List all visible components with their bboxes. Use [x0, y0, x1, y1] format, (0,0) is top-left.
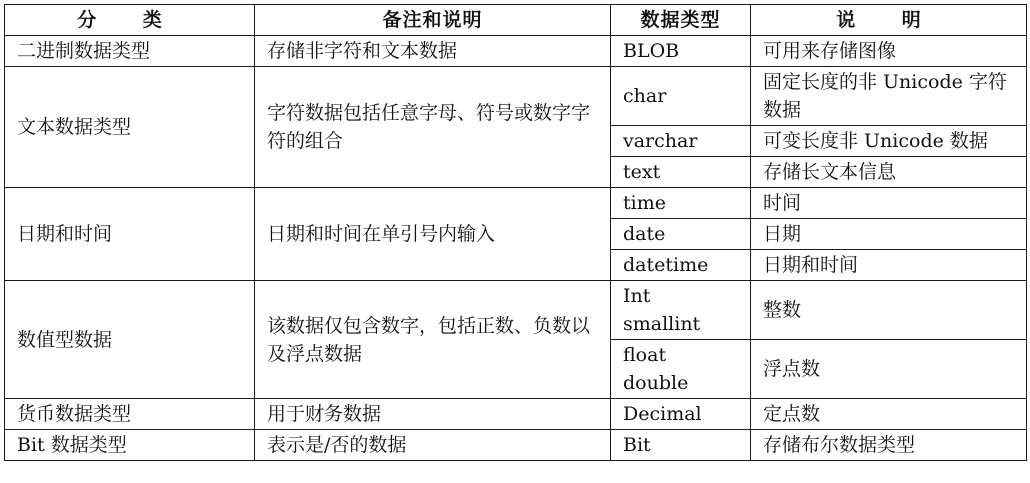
note-cell: 字符数据包括任意字母、符号或数字字符的组合 — [255, 67, 611, 188]
table-row — [5, 188, 1027, 219]
type-cell: time — [611, 188, 751, 219]
table-row — [5, 281, 1027, 340]
desc-cell: 存储长文本信息 — [751, 157, 1027, 188]
header-desc: 说 明 — [751, 5, 1027, 36]
note-cell: 日期和时间在单引号内输入 — [255, 188, 611, 281]
note-cell: 存储非字符和文本数据 — [255, 36, 611, 67]
desc-cell: 日期和时间 — [751, 250, 1027, 281]
type-cell — [611, 340, 751, 399]
header-type: 数据类型 — [611, 5, 751, 36]
desc-cell: 时间 — [751, 188, 1027, 219]
category-cell: 货币数据类型 — [5, 399, 255, 430]
category-cell: 二进制数据类型 — [5, 36, 255, 67]
header-note: 备注和说明 — [255, 5, 611, 36]
category-cell: Bit 数据类型 — [5, 430, 255, 461]
category-cell: 日期和时间 — [5, 188, 255, 281]
type-cell: Decimal — [611, 399, 751, 430]
table-row — [5, 399, 1027, 430]
header-category: 分 类 — [5, 5, 255, 36]
type-cell: BLOB — [611, 36, 751, 67]
type-cell: Bit — [611, 430, 751, 461]
type-cell: varchar — [611, 126, 751, 157]
type-cell: char — [611, 67, 751, 126]
desc-cell: 可变长度非 Unicode 数据 — [751, 126, 1027, 157]
type-line: float — [623, 344, 667, 366]
category-cell: 数值型数据 — [5, 281, 255, 399]
type-line: Int — [623, 285, 651, 307]
table-row — [5, 67, 1027, 126]
note-cell: 该数据仅包含数字，包括正数、负数以及浮点数据 — [255, 281, 611, 399]
desc-cell: 固定长度的非 Unicode 字符数据 — [751, 67, 1027, 126]
type-cell: text — [611, 157, 751, 188]
type-cell — [611, 281, 751, 340]
table-row — [5, 430, 1027, 461]
note-cell: 表示是/否的数据 — [255, 430, 611, 461]
type-cell: date — [611, 219, 751, 250]
desc-cell: 可用来存储图像 — [751, 36, 1027, 67]
type-cell: datetime — [611, 250, 751, 281]
desc-cell: 日期 — [751, 219, 1027, 250]
note-cell: 用于财务数据 — [255, 399, 611, 430]
data-type-table — [4, 4, 1027, 461]
header-row — [5, 5, 1027, 36]
table-row — [5, 36, 1027, 67]
desc-cell: 定点数 — [751, 399, 1027, 430]
desc-cell: 存储布尔数据类型 — [751, 430, 1027, 461]
category-cell: 文本数据类型 — [5, 67, 255, 188]
desc-cell: 浮点数 — [751, 340, 1027, 399]
desc-cell: 整数 — [751, 281, 1027, 340]
type-line: double — [623, 372, 689, 394]
type-line: smallint — [623, 313, 701, 335]
